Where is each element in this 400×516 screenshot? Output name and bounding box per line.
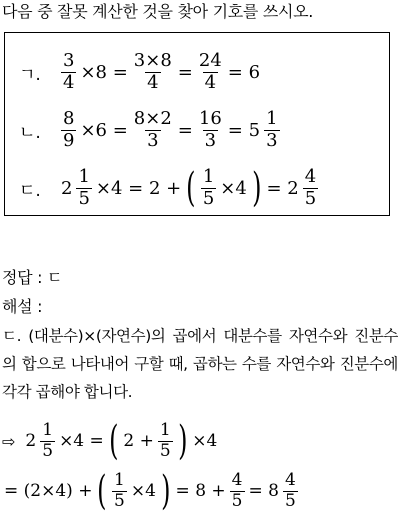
fraction-denominator: 5	[231, 490, 243, 511]
math-text: ×6 =	[80, 119, 128, 141]
fraction	[132, 107, 174, 151]
fraction-denominator: 5	[114, 490, 125, 511]
fraction-denominator: 5	[42, 440, 54, 461]
math-text: ×4	[192, 431, 218, 451]
parenthesis: )	[251, 165, 262, 211]
fraction-denominator: 5	[304, 187, 317, 209]
parenthesis: )	[161, 468, 171, 514]
fraction-denominator: 5	[78, 187, 90, 209]
fraction-numerator: 8	[63, 107, 75, 129]
math-text: = 6	[227, 61, 261, 83]
fraction	[230, 469, 245, 511]
fraction-denominator: 5	[202, 187, 215, 209]
math-text: ×4 = 2 +	[95, 177, 182, 199]
math-text: =	[177, 61, 193, 83]
fraction-denominator: 3	[266, 129, 278, 151]
fraction-denominator: 5	[284, 490, 296, 511]
fraction-numerator: 3×8	[133, 49, 172, 71]
math-text: ×8 =	[80, 61, 128, 83]
fraction-numerator: 24	[198, 49, 222, 71]
math-text: 2	[61, 177, 73, 199]
math-text: = 2	[266, 177, 299, 199]
fraction	[264, 107, 279, 151]
choices-box	[4, 32, 390, 216]
fraction-denominator: 5	[159, 440, 171, 461]
math-text: = (2×4) +	[4, 481, 93, 501]
fraction	[201, 165, 216, 209]
math-text: 2	[25, 431, 37, 451]
fraction-denominator: 4	[204, 71, 217, 93]
fraction	[197, 107, 224, 151]
fraction-denominator: 4	[63, 71, 75, 93]
fraction-denominator: 3	[204, 129, 217, 151]
fraction-numerator: 16	[198, 107, 222, 129]
fraction	[132, 49, 174, 93]
parenthesis: (	[97, 468, 107, 514]
fraction	[283, 469, 298, 511]
fraction-numerator: 1	[266, 107, 278, 129]
fraction-numerator: 1	[114, 469, 125, 490]
parenthesis: (	[186, 165, 196, 211]
fraction	[61, 49, 76, 93]
choice-expression	[59, 165, 320, 211]
choice-expression	[59, 49, 262, 93]
fraction-numerator: 1	[42, 419, 54, 440]
fraction	[303, 165, 318, 209]
calculation-expression	[2, 468, 300, 514]
choice-label: ㄷ.	[19, 180, 41, 201]
choice-row-2	[19, 107, 282, 153]
fraction-numerator: 3	[63, 49, 75, 71]
math-text: ×4	[220, 177, 247, 199]
fraction-denominator: 9	[63, 129, 75, 151]
fraction-numerator: 4	[284, 469, 296, 490]
math-text: ×4 =	[59, 431, 104, 451]
fraction-denominator: 3	[147, 129, 159, 151]
fraction-denominator: 4	[147, 71, 159, 93]
math-text: =	[177, 119, 193, 141]
arrow-icon: ⇨	[2, 431, 16, 451]
fraction	[76, 165, 91, 209]
math-text: 2 +	[123, 431, 154, 451]
fraction	[158, 419, 173, 461]
fraction-numerator: 1	[202, 165, 215, 187]
math-text: = 5	[227, 119, 261, 141]
parenthesis: )	[177, 418, 188, 464]
fraction-numerator: 1	[159, 419, 171, 440]
fraction-numerator: 8×2	[133, 107, 172, 129]
choice-label: ㄱ.	[19, 64, 41, 85]
explanation-title: 해설 :	[2, 297, 43, 316]
fraction-numerator: 1	[78, 165, 90, 187]
choice-label: ㄴ.	[19, 122, 41, 143]
fraction	[197, 49, 224, 93]
choice-row-1	[19, 49, 262, 95]
calculation-expression	[23, 418, 219, 464]
fraction	[40, 419, 55, 461]
fraction-numerator: 4	[304, 165, 317, 187]
choice-row-3	[19, 165, 320, 211]
calculation-line-2	[2, 466, 300, 516]
math-text: = 8	[248, 481, 279, 501]
choice-expression	[59, 107, 282, 151]
question-prompt: 다음 중 잘못 계산한 것을 찾아 기호를 쓰시오.	[2, 2, 314, 21]
math-text: = 8 +	[175, 481, 226, 501]
fraction-numerator: 4	[231, 469, 243, 490]
math-text: ×4	[130, 481, 156, 501]
fraction	[61, 107, 76, 151]
fraction	[112, 469, 127, 511]
calculation-line-1	[2, 416, 219, 466]
explanation-text: ㄷ. (대분수)×(자연수)의 곱에서 대분수를 자연수와 진분수의 합으로 나타내어 구할 때, 곱하는 수를 자연수와 진분수에 각각 곱해야 합니다.	[2, 327, 398, 401]
answer-line: 정답 : ㄷ	[2, 268, 63, 287]
parenthesis: (	[108, 418, 119, 464]
